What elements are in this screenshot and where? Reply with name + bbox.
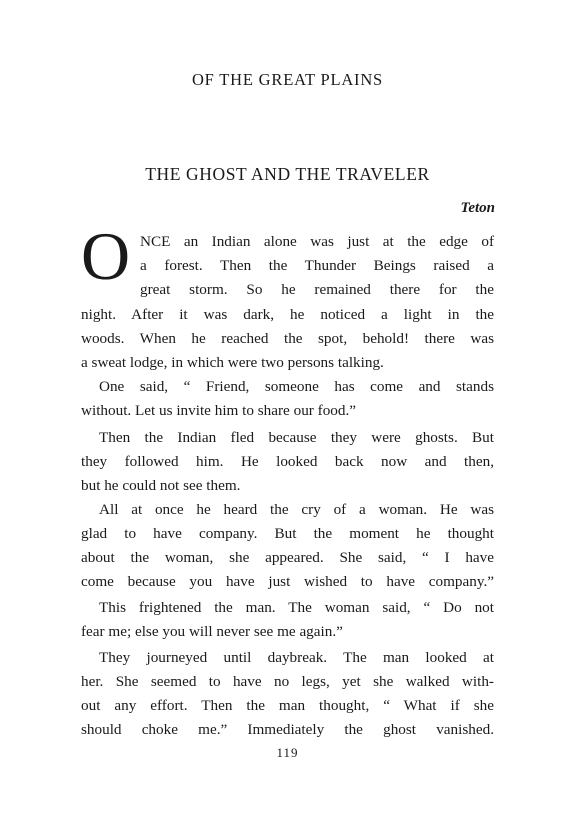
text-line: without. Let us invite him to share our food.” <box>81 402 357 419</box>
text-line: fear me; else you will never see me again.” <box>81 623 343 640</box>
text-line: they followed him. He looked back now and then, <box>81 453 494 470</box>
text-line: One said, “ Friend, someone has come and stands <box>99 378 494 395</box>
tribe-attribution: Teton <box>460 200 495 216</box>
text-line: out any effort. Then the man thought, “ What if she <box>81 697 494 714</box>
text-line: night. After it was dark, he noticed a light in the <box>81 306 494 323</box>
text-line: great storm. So he remained there for the <box>140 281 494 298</box>
text-line: come because you have just wished to have company.” <box>81 573 494 590</box>
text-line: woods. When he reached the spot, behold! there was <box>81 330 494 347</box>
story-title: THE GHOST AND THE TRAVELER <box>145 164 430 184</box>
text-line: They journeyed until daybreak. The man looked at <box>99 649 494 666</box>
text-line: a sweat lodge, in which were two persons talking. <box>81 354 384 371</box>
page-number: 119 <box>276 745 299 760</box>
text-line: but he could not see them. <box>81 477 241 494</box>
running-head: OF THE GREAT PLAINS <box>191 70 384 89</box>
text-line: NCE an Indian alone was just at the edge of <box>140 233 494 250</box>
text-line: her. She seemed to have no legs, yet she walked with- <box>81 673 494 690</box>
drop-cap: O <box>81 218 131 294</box>
text-line: glad to have company. But the moment he thought <box>81 525 494 542</box>
text-line: This frightened the man. The woman said, “ Do not <box>99 599 494 616</box>
text-line: a forest. Then the Thunder Beings raised a <box>140 257 494 274</box>
text-line: about the woman, she appeared. She said, “ I have <box>81 549 494 566</box>
text-line: All at once he heard the cry of a woman. He was <box>99 501 494 518</box>
text-line: Then the Indian fled because they were ghosts. But <box>99 429 494 446</box>
text-line: should choke me.” Immediately the ghost vanished. <box>81 721 494 738</box>
